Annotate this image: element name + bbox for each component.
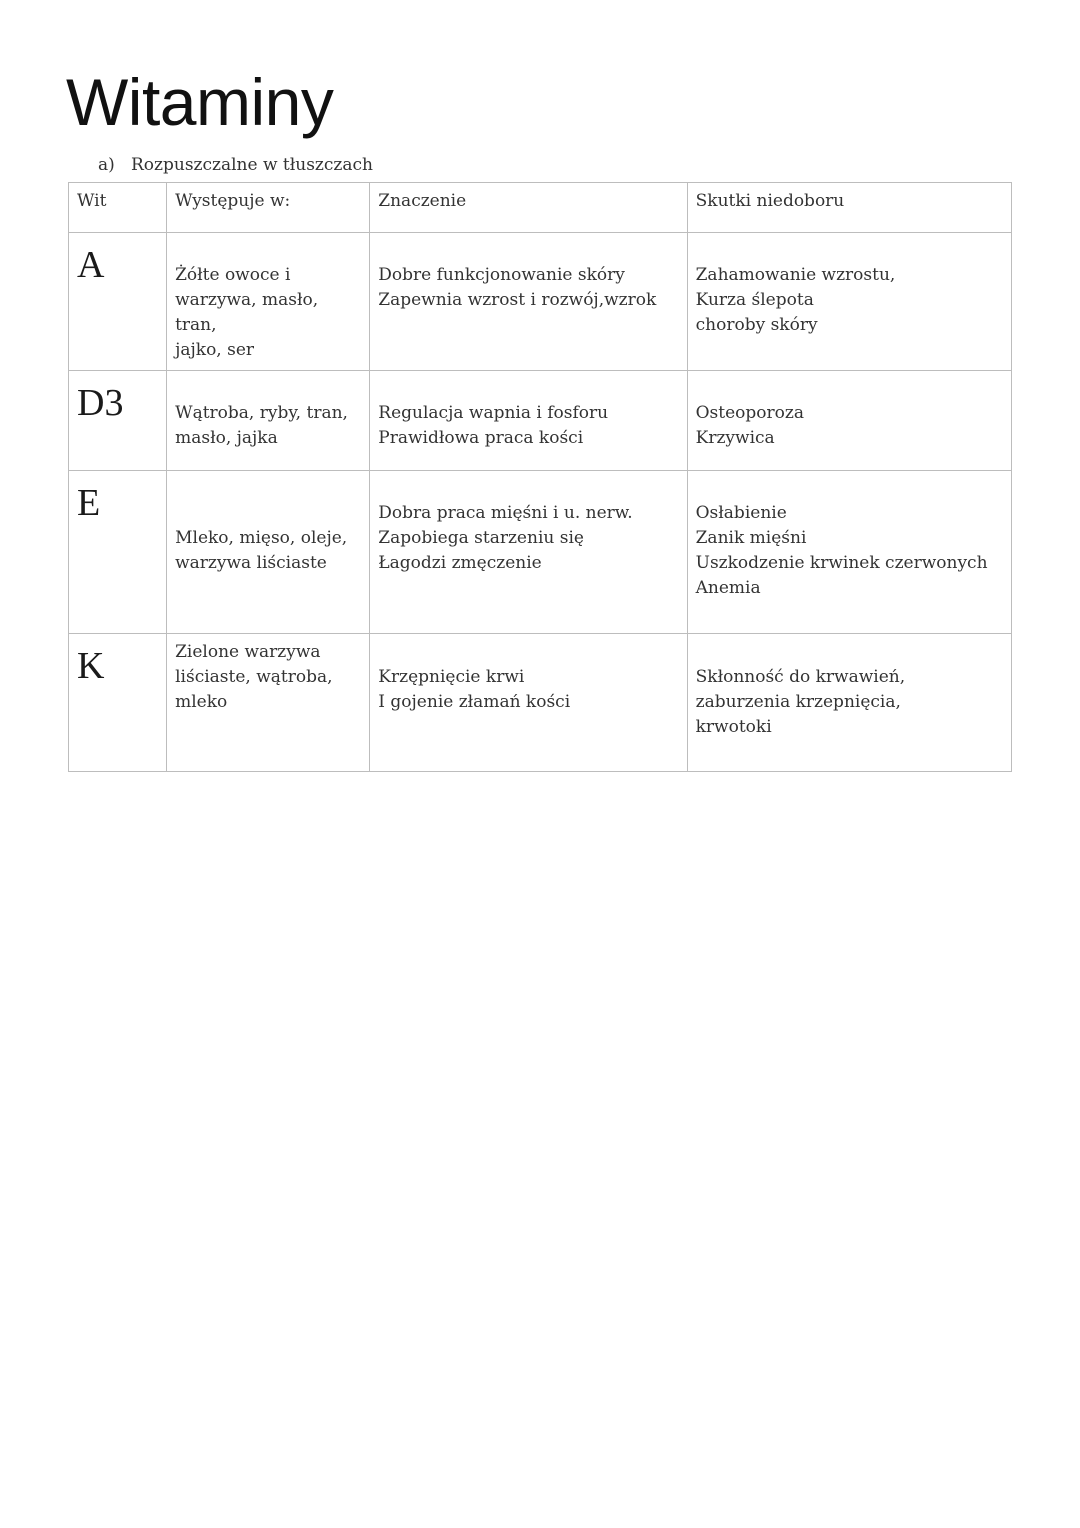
occurs-cell bbox=[167, 371, 370, 471]
occurs-cell bbox=[167, 634, 370, 772]
section-label: Rozpuszczalne w tłuszczach bbox=[131, 155, 373, 175]
header-deficiency: Skutki niedoboru bbox=[687, 183, 1011, 233]
page-title: Witaminy bbox=[66, 65, 334, 139]
meaning-cell bbox=[370, 634, 687, 772]
table-row bbox=[69, 233, 1012, 371]
meaning-text: Dobre funkcjonowanie skóry Zapewnia wzrost i rozwój,wzrok bbox=[378, 265, 657, 310]
occurs-text: Żółte owoce i warzywa, masło, tran, jajko, ser bbox=[175, 265, 319, 360]
deficiency-text: Osłabienie Zanik mięśni Uszkodzenie krwinek czerwonych Anemia bbox=[695, 503, 988, 598]
vitamin-cell bbox=[69, 634, 167, 772]
vitamin-label: D3 bbox=[77, 382, 124, 424]
deficiency-text: Skłonność do krwawień, zaburzenia krzepnięcia, krwotoki bbox=[695, 667, 906, 737]
occurs-text: Zielone warzywa liściaste, wątroba, mleko bbox=[175, 642, 333, 712]
vitamin-label: K bbox=[77, 645, 105, 687]
meaning-cell bbox=[370, 233, 687, 371]
table-header-row bbox=[69, 183, 1012, 233]
header-wit: Wit bbox=[69, 183, 167, 233]
deficiency-cell bbox=[687, 233, 1011, 371]
meaning-text: Krzępnięcie krwi I gojenie złamań kości bbox=[378, 667, 571, 712]
meaning-text: Dobra praca mięśni i u. nerw. Zapobiega starzeniu się Łagodzi zmęczenie bbox=[378, 503, 633, 573]
occurs-cell bbox=[167, 471, 370, 634]
meaning-cell bbox=[370, 471, 687, 634]
header-occurs: Występuje w: bbox=[167, 183, 370, 233]
deficiency-cell bbox=[687, 371, 1011, 471]
vitamin-cell bbox=[69, 471, 167, 634]
vitamin-label: A bbox=[77, 244, 105, 286]
deficiency-text: Osteoporoza Krzywica bbox=[695, 403, 804, 448]
header-meaning: Znaczenie bbox=[370, 183, 687, 233]
table-row bbox=[69, 471, 1012, 634]
vitamin-cell bbox=[69, 371, 167, 471]
occurs-cell bbox=[167, 233, 370, 371]
occurs-text: Wątroba, ryby, tran, masło, jajka bbox=[175, 403, 348, 448]
table-row bbox=[69, 371, 1012, 471]
vitamin-cell bbox=[69, 233, 167, 371]
section-heading bbox=[98, 153, 373, 177]
deficiency-cell bbox=[687, 471, 1011, 634]
deficiency-cell bbox=[687, 634, 1011, 772]
section-marker: a) bbox=[98, 155, 115, 175]
vitamins-table bbox=[68, 182, 1012, 772]
meaning-cell bbox=[370, 371, 687, 471]
meaning-text: Regulacja wapnia i fosforu Prawidłowa praca kości bbox=[378, 403, 609, 448]
occurs-text: Mleko, mięso, oleje, warzywa liściaste bbox=[175, 528, 348, 573]
deficiency-text: Zahamowanie wzrostu, Kurza ślepota choroby skóry bbox=[695, 265, 896, 335]
table-row bbox=[69, 634, 1012, 772]
vitamin-label: E bbox=[77, 482, 101, 524]
